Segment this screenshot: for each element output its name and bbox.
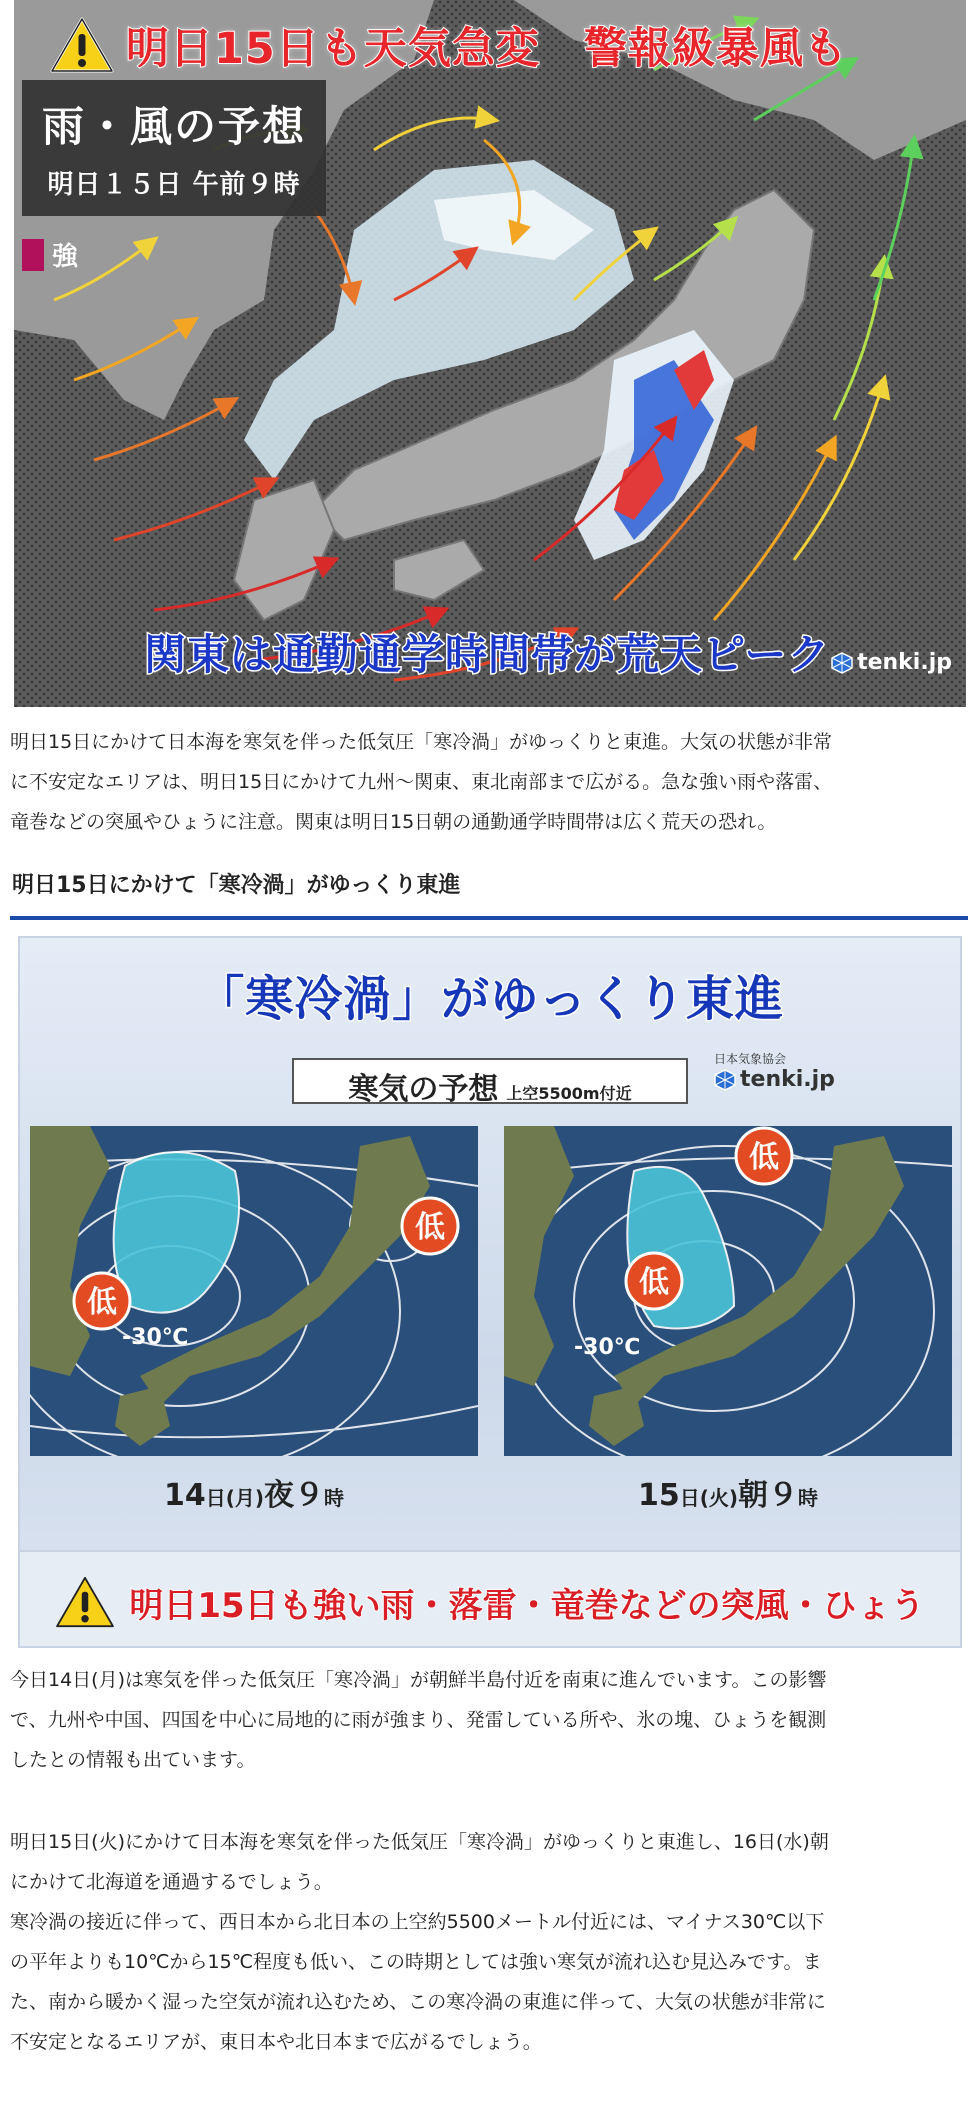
text-line: た、南から暖かく湿った空気が流れ込むため、この寒冷渦の東進に伴って、大気の状態が非常に: [10, 1991, 826, 2013]
panel-unit: 時: [798, 1486, 819, 1510]
low-label: 低: [639, 1265, 669, 1300]
logo-name: tenki.jp: [740, 1067, 835, 1092]
low-label: 低: [415, 1210, 445, 1245]
map-legend: [22, 236, 78, 273]
text-line: したとの情報も出ています。: [10, 1749, 256, 1771]
text-line: の平年よりも10℃から15℃程度も低い、この時期としては強い寒気が流れ込む見込みです。ま: [10, 1951, 822, 1973]
text-line: 竜巻などの突風やひょうに注意。関東は明日15日朝の通勤通学時間帯は広く荒天の恐れ。: [10, 811, 777, 833]
text-line: 明日15日(火)にかけて日本海を寒気を伴った低気圧「寒冷渦」がゆっくりと東進し、16日(水)朝: [10, 1831, 829, 1853]
map-caption: 関東は通勤通学時間帯が荒天ピーク: [144, 630, 831, 679]
forecast-title: 雨・風の予想: [41, 102, 306, 151]
intro-paragraph: [10, 722, 968, 842]
low-pressure-marker-east: [402, 1198, 458, 1254]
temp-label: -30℃: [574, 1335, 641, 1360]
forecast-paragraph: [10, 1822, 968, 2062]
legend-swatch: [22, 239, 44, 271]
low-pressure-marker-center: [626, 1253, 682, 1309]
headline-bar: [50, 10, 848, 80]
figure-subtitle-altitude: 上空5500m付近: [506, 1084, 632, 1103]
map-panel-15th: [504, 1126, 952, 1456]
text-line: 不安定となるエリアが、東日本や北日本まで広がるでしょう。: [10, 2031, 542, 2053]
map-panel-14th: [30, 1126, 478, 1456]
low-label: 低: [87, 1285, 117, 1320]
figure-warning-bar: [20, 1550, 960, 1648]
panel-day: 日(月): [205, 1486, 265, 1510]
figure-subtitle: 寒気の予想: [348, 1072, 499, 1107]
tenki-logo-text: tenki.jp: [857, 650, 952, 675]
tenki-logo: [831, 650, 952, 675]
map-headline: 明日15日も天気急変 警報級暴風も: [126, 23, 848, 74]
forecast-title-box: [22, 80, 326, 216]
low-pressure-marker-west: [74, 1273, 130, 1329]
current-situation-paragraph: [10, 1660, 968, 1780]
panel-unit: 時: [324, 1486, 345, 1510]
section-heading: 明日15日にかけて「寒冷渦」がゆっくり東進: [12, 873, 461, 898]
panel-time: 夜９: [264, 1478, 325, 1513]
legend-label: 強: [52, 242, 79, 272]
text-line: 明日15日にかけて日本海を寒気を伴った低気圧「寒冷渦」がゆっくりと東進。大気の状態が非常: [10, 731, 832, 753]
figure-title: 「寒冷渦」がゆっくり東進: [196, 971, 784, 1027]
warning-icon: [50, 16, 114, 74]
temp-label: -30℃: [122, 1325, 189, 1350]
panel-label-15th: [504, 1470, 952, 1514]
text-line: で、九州や中国、四国を中心に局地的に雨が強まり、発雷している所や、氷の塊、ひょうを観測: [10, 1709, 827, 1731]
text-line: 寒冷渦の接近に伴って、西日本から北日本の上空約5500メートル付近には、マイナス30℃以下: [10, 1911, 825, 1933]
panel-date: 15: [637, 1478, 680, 1513]
text-line: に不安定なエリアは、明日15日にかけて九州～関東、東北南部まで広がる。急な強い雨や落雷、: [10, 771, 833, 793]
text-line: 今日14日(月)は寒気を伴った低気圧「寒冷渦」が朝鮮半島付近を南東に進んでいます。この影響: [10, 1669, 827, 1691]
warning-icon: [55, 1575, 115, 1629]
panel-date: 14: [163, 1478, 206, 1513]
section-heading-rule: [10, 916, 968, 920]
logo-org: 日本気象協会: [714, 1052, 787, 1066]
tenki-cube-icon: [831, 652, 853, 674]
cold-vortex-figure: [18, 936, 962, 1648]
panel-time: 朝９: [738, 1478, 799, 1513]
text-line: にかけて北海道を通過するでしょう。: [10, 1871, 333, 1893]
rain-wind-forecast-map: [14, 0, 966, 707]
jwa-tenki-logo: [714, 1050, 835, 1092]
panel-day: 日(火): [679, 1486, 739, 1510]
figure-subtitle-box: [292, 1058, 688, 1107]
low-pressure-marker-north: [736, 1128, 792, 1184]
low-label: 低: [749, 1140, 779, 1175]
figure-warning-text: 明日15日も強い雨・落雷・竜巻などの突風・ひょう: [129, 1585, 925, 1626]
forecast-time: 明日１５日 午前９時: [47, 170, 301, 200]
panel-label-14th: [30, 1470, 478, 1514]
tenki-cube-icon: [714, 1069, 736, 1091]
